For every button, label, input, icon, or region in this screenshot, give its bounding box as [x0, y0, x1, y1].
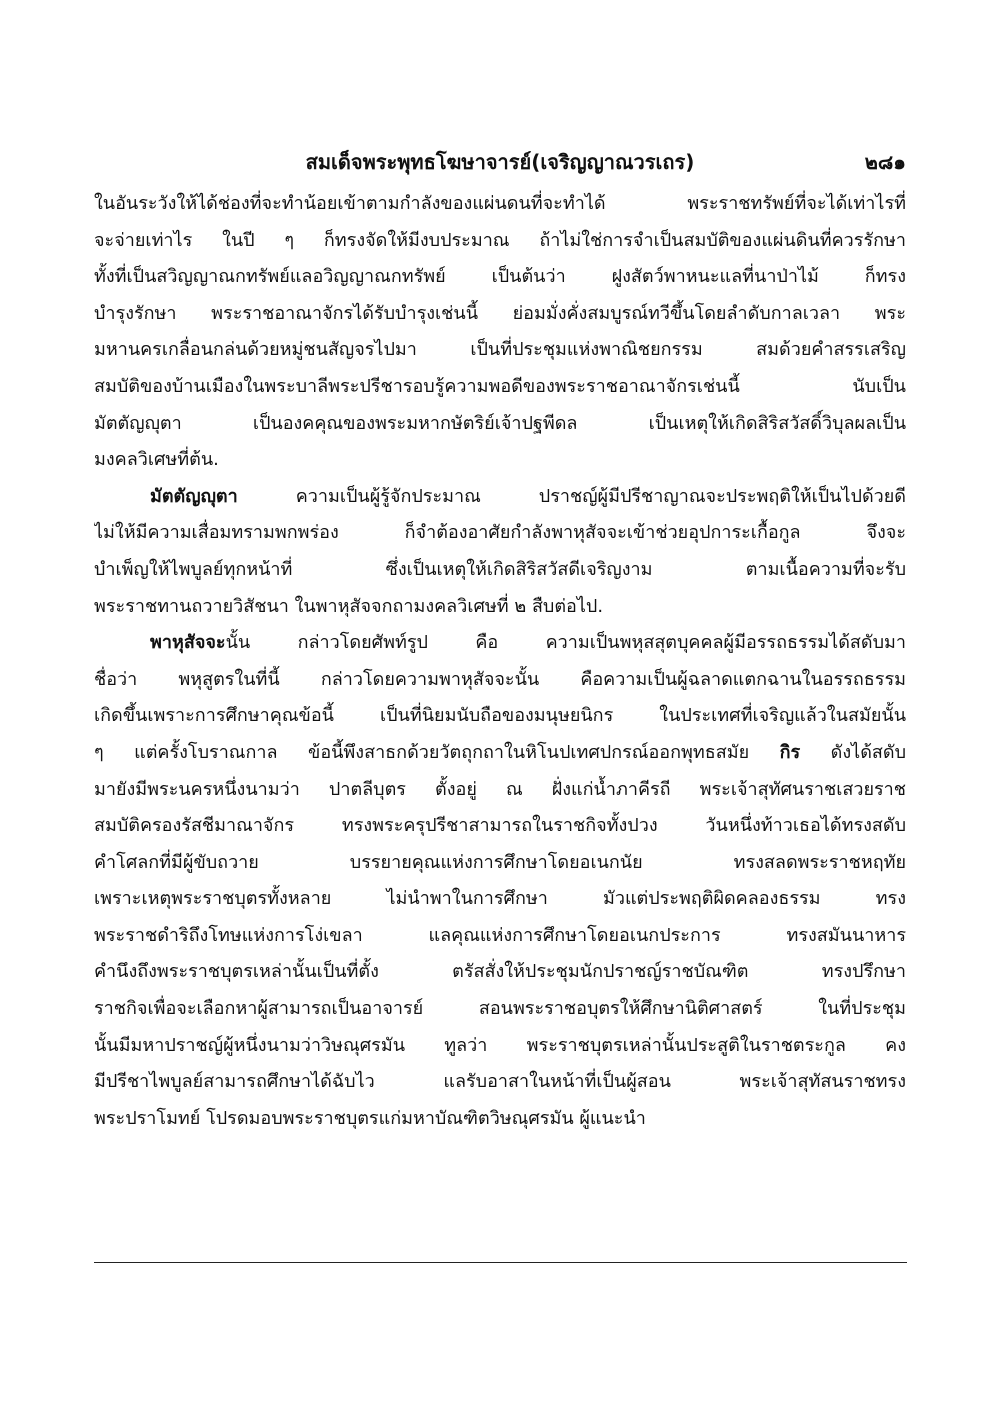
text-line: สมบัติของบ้านเมืองในพระบาลีพระปรีชารอบรู้ความพอดีของพระราชอาณาจักรเช่นนี้ นับเป็น	[94, 375, 906, 397]
text-line: มงคลวิเศษที่ต้น.	[94, 449, 219, 471]
text-line: บำเพ็ญให้ไพบูลย์ทุกหน้าที่ ซึ่งเป็นเหตุให้เกิดสิริสวัสดีเจริญงาม ตามเนื้อความที่จะรับ	[94, 558, 906, 580]
text-line: ทั้งที่เป็นสวิญญาณกทรัพย์แลอวิญญาณกทรัพย์ เป็นต้นว่า ฝูงสัตว์พาหนะแลที่นาป่าไม้ ก็ทรง	[94, 266, 906, 288]
text-line: นั้นมีมหาปราชญ์ผู้หนึ่งนามว่าวิษณุศรมัน ทูลว่า พระราชบุตรเหล่านั้นประสูติในราชตระกูล คง	[94, 1034, 906, 1056]
page-header	[94, 146, 906, 178]
text-line: มัตตัญญุตา เป็นองคคุณของพระมหากษัตริย์เจ้าปฐพีดล เป็นเหตุให้เกิดสิริสวัสดิ์วิบุลผลเป็น	[94, 412, 906, 434]
paragraph-2	[94, 479, 906, 625]
page-number: ๒๘๑	[864, 150, 906, 174]
text-line: คำนึงถึงพระราชบุตรเหล่านั้นเป็นที่ตั้ง ตรัสสั่งให้ประชุมนักปราชญ์ราชบัณฑิต ทรงปรึกษา	[94, 961, 906, 983]
body-text	[94, 186, 906, 1137]
text-line: บำรุงรักษา พระราชอาณาจักรได้รับบำรุงเช่นนี้ ย่อมมั่งคั่งสมบูรณ์ทวีขึ้นโดยลำดับกาลเวลา พระ	[94, 302, 906, 324]
text-line	[94, 625, 906, 662]
running-title: สมเด็จพระพุทธโฆษาจารย์(เจริญญาณวรเถร)	[305, 150, 695, 174]
text-line: สมบัติครองรัสชีมาณาจักร ทรงพระครุปรีชาสามารถในราชกิจทั้งปวง วันหนึ่งท้าวเธอได้ทรงสดับ	[94, 815, 906, 837]
text-line: ไม่ให้มีความเสื่อมทรามพกพร่อง ก็จำต้องอาศัยกำลังพาหุสัจจะเข้าช่วยอุปการะเกื้อกูล จึงจะ	[94, 522, 906, 544]
text-line: เพราะเหตุพระราชบุตรทั้งหลาย ไม่นำพาในการศึกษา มัวแต่ประพฤติผิดคลองธรรม ทรง	[94, 888, 906, 910]
bold-term: กิร	[779, 741, 801, 763]
text-line: ในอันระวังให้ได้ช่องที่จะทำน้อยเข้าตามกำลังของแผ่นดนที่จะทำได้ พระราชทรัพย์ที่จะได้เท่าไรที่	[94, 193, 906, 214]
line-text: ความเป็นผู้รู้จักประมาณ ปราชญ์ผู้มีปรีชาญาณจะประพฤติให้เป็นไปด้วยดี	[237, 485, 906, 507]
text-line: มีปรีชาไพบูลย์สามารถศึกษาได้ฉับไว แลรับอาสาในหน้าที่เป็นผู้สอน พระเจ้าสุทัสนราชทรง	[94, 1071, 906, 1093]
bold-term: มัตตัญญุตา	[150, 485, 238, 507]
line-text: นั้น กล่าวโดยศัพท์รูป คือ ความเป็นพหุสสุตบุคคลผู้มีอรรถธรรมได้สดับมา	[225, 632, 906, 654]
text-line: จะจ่ายเท่าไร ในปี ๆ ก็ทรงจัดให้มีงบประมาณ ถ้าไม่ใช่การจำเป็นสมบัติของแผ่นดินที่ควรรักษา	[94, 229, 906, 251]
text-line	[94, 735, 906, 772]
text-line: คำโศลกที่มีผู้ขับถวาย บรรยายคุณแห่งการศึกษาโดยอเนกนัย ทรงสลดพระราชหฤทัย	[94, 851, 906, 873]
text-line: พระราชทานถวายวิสัชนา ในพาหุสัจจกถามงคลวิเศษที่ ๒ สืบต่อไป.	[94, 595, 604, 617]
paragraph-1	[94, 186, 906, 479]
text-line: มายังมีพระนครหนึ่งนามว่า ปาตลีบุตร ตั้งอยู่ ณ ฝั่งแก่น้ำภาคีรถี พระเจ้าสุทัศนราชเสวยราช	[94, 778, 906, 800]
line-text: ๆ แต่ครั้งโบราณกาล ข้อนี้พึงสาธกด้วยวัตถุกถาในหิโนปเทศปกรณ์ออกพุทธสมัย	[94, 741, 780, 763]
paragraph-3	[94, 625, 906, 1137]
text-line: ชื่อว่า พหุสูตรในที่นี้ กล่าวโดยความพาหุสัจจะนั้น คือความเป็นผู้ฉลาดแตกฉานในอรรถธรรม	[94, 668, 906, 690]
text-line	[94, 479, 906, 516]
bold-term: พาหุสัจจะ	[150, 632, 226, 654]
footer-rule	[94, 1262, 907, 1263]
text-line: มหานครเกลื่อนกล่นด้วยหมู่ชนสัญจรไปมา เป็นที่ประชุมแห่งพาณิชยกรรม สมด้วยคำสรรเสริญ	[94, 339, 906, 361]
text-line: เกิดขึ้นเพราะการศึกษาคุณข้อนี้ เป็นที่นิยมนับถือของมนุษยนิกร ในประเทศที่เจริญแล้วในสมัยนั้น	[94, 705, 906, 727]
text-line: พระปราโมทย์ โปรดมอบพระราชบุตรแก่มหาบัณฑิตวิษณุศรมัน ผู้แนะนำ	[94, 1107, 646, 1129]
text-line: พระราชดำริถึงโทษแห่งการโง่เขลา แลคุณแห่งการศึกษาโดยอเนกประการ ทรงสมันนาหาร	[94, 924, 906, 946]
text-line: ราชกิจเพื่อจะเลือกหาผู้สามารถเป็นอาจารย์ สอนพระราชอบุตรให้ศึกษานิติศาสตร์ ในที่ประชุม	[94, 998, 906, 1020]
line-text: ดังได้สดับ	[800, 741, 906, 763]
